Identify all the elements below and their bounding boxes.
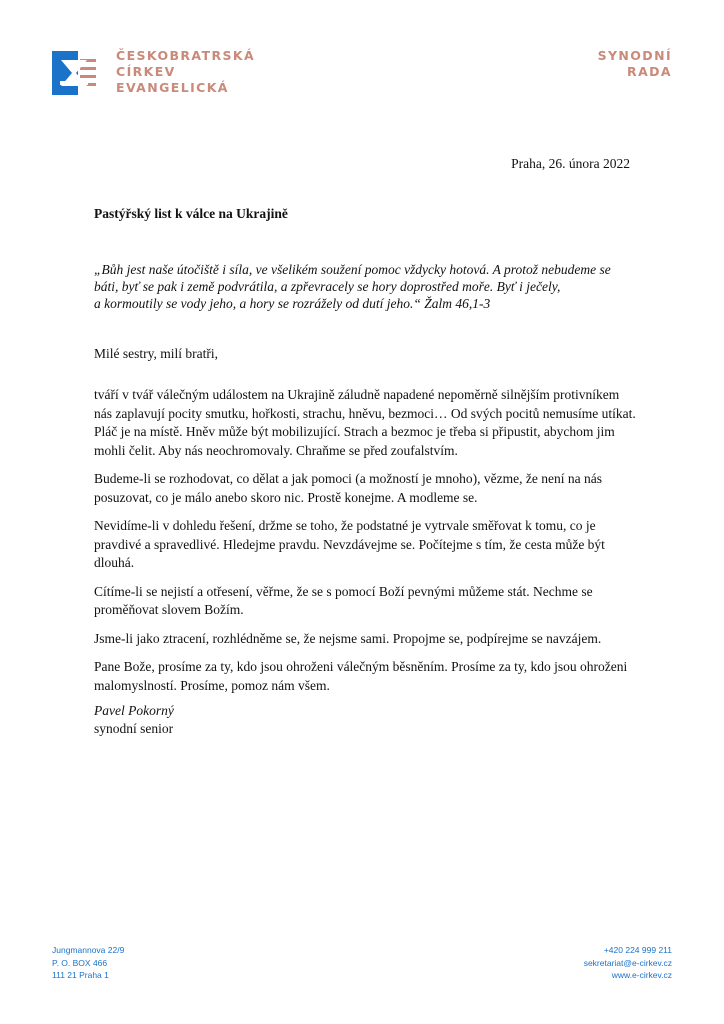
signature-name: Pavel Pokorný — [94, 703, 174, 718]
letter-title: Pastýřský list k válce na Ukrajině — [94, 206, 288, 221]
signature-block — [94, 702, 174, 738]
org-line: CÍRKEV — [116, 64, 176, 79]
org-line: EVANGELICKÁ — [116, 80, 229, 95]
signature-role: synodní senior — [94, 721, 174, 736]
address-line: 111 21 Praha 1 — [52, 970, 109, 980]
council-name — [598, 48, 672, 80]
council-line: SYNODNÍ — [597, 48, 672, 63]
body-paragraph: Budeme-li se rozhodovat, co dělat a jak pomoci (a možností je mnoho), vězme, že není na nás posuzovat, co je málo anebo skoro nic. Prostě konejme. A modleme se. — [94, 471, 602, 505]
body-paragraph: Nevidíme-li v dohledu řešení, držme se toho, že podstatné je vytrvale směřovat k tomu, co je pravdivé a spravedlivé. Hledejme pravdu. Nevzdávejme se. Počítejme s tím, že cesta může být dlouhá. — [94, 518, 605, 570]
psalm-quote — [94, 261, 634, 312]
organization-name — [116, 48, 255, 96]
body-paragraph: Pane Bože, prosíme za ty, kdo jsou ohroženi válečným běsněním. Prosíme za ty, kdo jsou ohroženi malomyslností. Prosíme, pomoz nám všem. — [94, 659, 628, 693]
church-logo-icon — [52, 51, 96, 95]
quote-line: báti, byť se pak i země podvrátila, a zpřevracely se hory doprostřed moře. Byť i ječely, — [94, 279, 561, 294]
address-line: Jungmannova 22/9 — [52, 945, 125, 955]
address-line: P. O. BOX 466 — [52, 957, 108, 968]
email-link[interactable]: sekretariat@e-cirkev.cz — [583, 957, 672, 968]
letter-body — [94, 386, 640, 705]
greeting: Milé sestry, milí bratři, — [94, 346, 218, 361]
footer-contact — [584, 944, 672, 982]
body-paragraph: Jsme-li jako ztracení, rozhlédněme se, že nejsme sami. Propojme se, podpírejme se navzájem. — [94, 630, 602, 646]
phone-number: +420 224 999 211 — [603, 945, 672, 955]
letter-date: Praha, 26. února 2022 — [511, 156, 630, 171]
quote-line: „Bůh jest naše útočiště i síla, ve všelikém soužení pomoc vždycky hotová. A protož nebudeme se — [94, 262, 611, 277]
website-link[interactable]: www.e-cirkev.cz — [611, 970, 672, 980]
quote-line: a kormoutily se vody jeho, a hory se rozrážely od dutí jeho.“ Žalm 46,1-3 — [94, 296, 491, 311]
org-line: ČESKOBRATRSKÁ — [116, 48, 256, 63]
body-paragraph: tváří v tvář válečným událostem na Ukrajině záludně napadené nepoměrně silnějším protivníkem nás zaplavují pocity smutku, hořkosti, strachu, hněvu, bezmoci… Od svých pocitů nemusíme utíkat. Pláč je na místě. Hněv může být mobilizující. Strach a bezmoc je třeba si připustit, abychom jim mohli čelit. Aby nás neochromovaly. Chraňme se před zoufalstvím. — [94, 387, 636, 458]
footer-address — [52, 944, 124, 982]
body-paragraph: Cítíme-li se nejistí a otřesení, věřme, že se s pomocí Boží pevnými můžeme stát. Nechme se proměňovat slovem Božím. — [94, 583, 593, 617]
council-line: RADA — [627, 64, 672, 79]
